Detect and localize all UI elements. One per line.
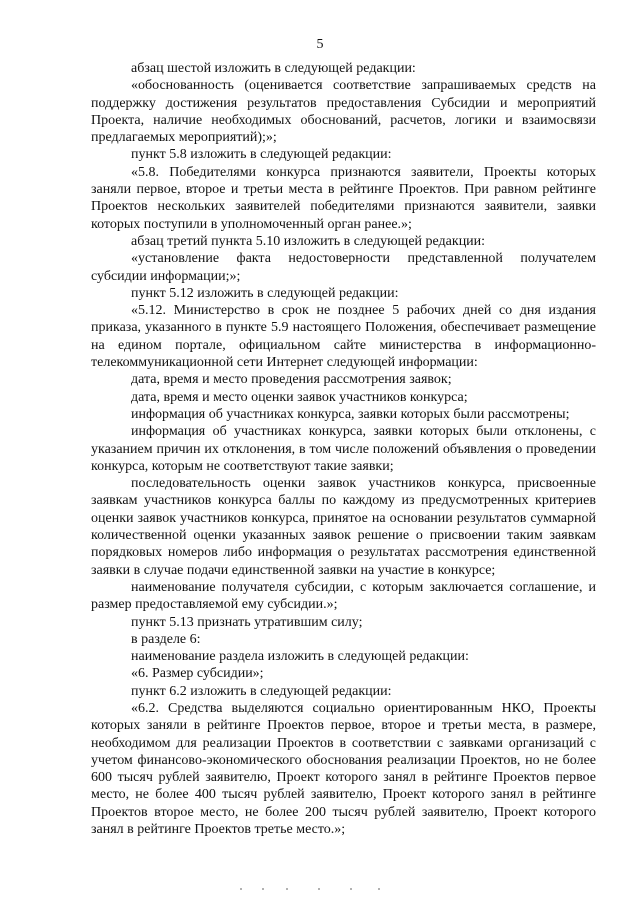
paragraph: «5.8. Победителями конкурса признаются заявители, Проекты которых заняли первое, второе и третьи места в рейтинге Проектов. При равном рейтинге Проектов нескольких заявителей победителями признаются заявители, заявки которых поступили в уполномоченный орган ранее.»; bbox=[91, 164, 596, 232]
paragraph: «6. Размер субсидии»; bbox=[131, 666, 264, 682]
paragraph: «обоснованность (оценивается соответствие запрашиваемых средств на поддержку достижения результатов предоставления Субсидии и мероприятий Проекта, наличие необходимых обоснований, расчетов, логики и взаимосвязи предлагаемых мероприятий);»; bbox=[91, 78, 596, 146]
scan-artifact bbox=[0, 888, 640, 892]
paragraph: последовательность оценки заявок участников конкурса, присвоенные заявкам участников конкурса баллы по каждому из предусмотренных критериев оценки заявок участников конкурса, принятое на основании результатов суммарной количественной оценки указанных заявок решение о присвоении таким заявкам порядковых номеров либо информация о результатах рассмотрения единственной заявки в случае подачи единственной заявки на участие в конкурсе; bbox=[91, 476, 596, 578]
paragraph: информация об участниках конкурса, заявки которых были рассмотрены; bbox=[131, 406, 570, 422]
paragraph: абзац шестой изложить в следующей редакции: bbox=[131, 61, 416, 76]
paragraph: абзац третий пункта 5.10 изложить в следующей редакции: bbox=[131, 233, 486, 249]
paragraph: «6.2. Средства выделяются социально ориентированным НКО, Проекты которых заняли в рейтинге Проектов первое, второе и третьи места, в размере, необходимом для реализации Проектов в соответствии с заявками организаций с учетом финансово-экономического обоснования реализации Проектов, но не более 600 тысяч рублей заявителю, Проект которого занял в рейтинге Проектов первое место, не более 400 тысяч рублей заявителю, Проект которого занял в рейтинге Проектов второе место, не более 200 тысяч рублей заявителю, Проект которого занял в рейтинге Проектов третье место.»; bbox=[91, 700, 596, 838]
paragraph: дата, время и место оценки заявок участников конкурса; bbox=[131, 389, 468, 405]
paragraph: пункт 6.2 изложить в следующей редакции: bbox=[131, 683, 392, 699]
paragraph: пункт 5.12 изложить в следующей редакции: bbox=[131, 285, 399, 301]
paragraph: в разделе 6: bbox=[131, 631, 201, 647]
paragraph: пункт 5.8 изложить в следующей редакции: bbox=[131, 147, 392, 163]
paragraph: дата, время и место проведения рассмотрения заявок; bbox=[131, 372, 452, 388]
paragraph: «установление факта недостоверности представленной получателем субсидии информации;»; bbox=[91, 251, 596, 284]
document-body bbox=[91, 60, 596, 838]
paragraph: «5.12. Министерство в срок не позднее 5 рабочих дней со дня издания приказа, указанного в пункте 5.9 настоящего Положения, обеспечивает размещение на едином портале, официальном сайте министерства в информационно-телекоммуникационной сети Интернет следующей информации: bbox=[91, 303, 596, 371]
paragraph: наименование раздела изложить в следующей редакции: bbox=[131, 649, 469, 665]
page-number: 5 bbox=[316, 37, 324, 52]
paragraph: наименование получателя субсидии, с которым заключается соглашение, и размер предоставляемой ему субсидии.»; bbox=[91, 579, 596, 613]
paragraph: информация об участниках конкурса, заявки которых были отклонены, с указанием причин их отклонения, в том числе положений объявления о проведении конкурса, которым не соответствуют такие заявки; bbox=[91, 424, 596, 474]
paragraph: пункт 5.13 признать утратившим силу; bbox=[131, 614, 363, 630]
